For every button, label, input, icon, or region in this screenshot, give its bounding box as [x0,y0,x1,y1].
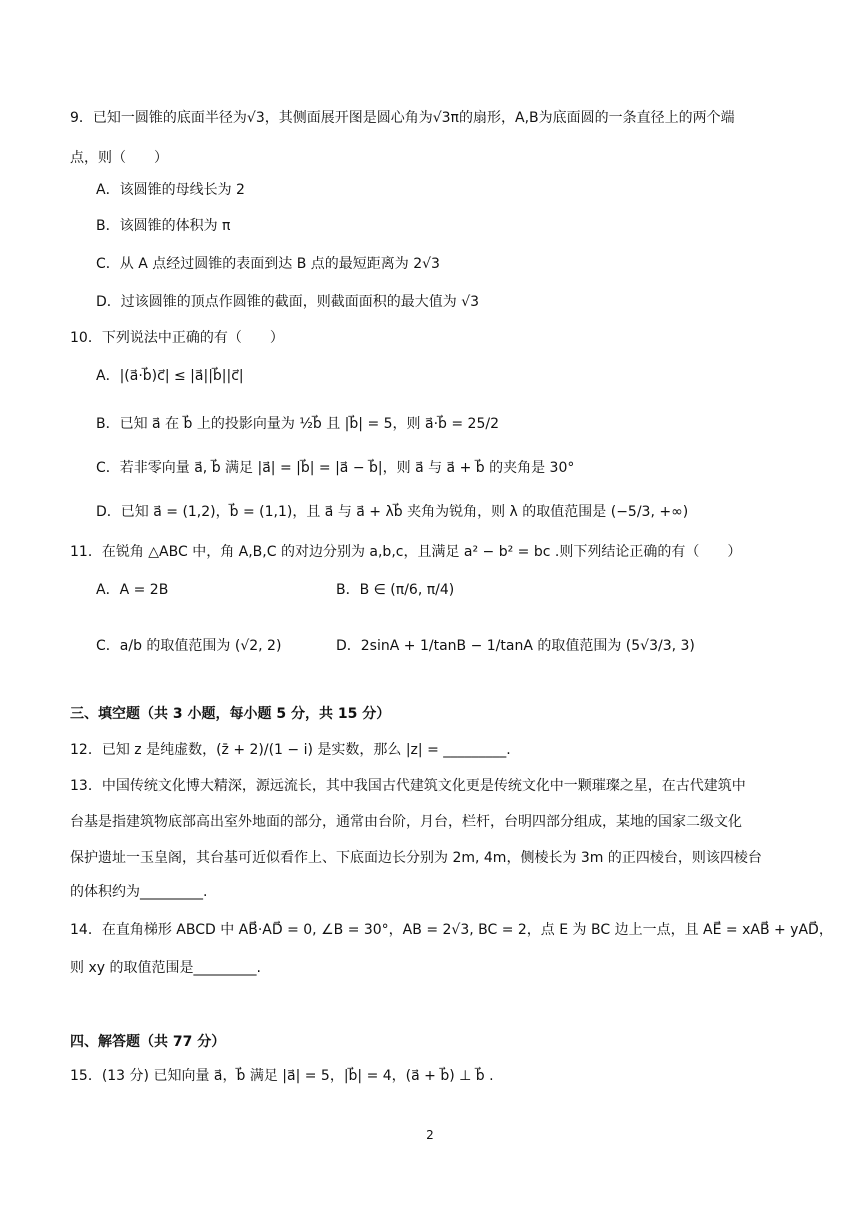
q11-option-a: A．A = 2B [96,582,169,598]
q14-line2: 则 xy 的取值范围是_________. [70,960,261,976]
q9-option-d: D．过该圆锥的顶点作圆锥的截面，则截面面积的最大值为 √3 [96,294,480,310]
q13-line1: 13．中国传统文化博大精深，源远流长，其中我国古代建筑文化更是传统文化中一颗璀璨之星，在古代建筑中 [70,778,746,794]
q13-line2: 台基是指建筑物底部高出室外地面的部分，通常由台阶，月台，栏杆，台明四部分组成，某地的国家二级文化 [70,814,742,830]
section-3-heading: 三、填空题（共 3 小题，每小题 5 分，共 15 分） [70,706,391,722]
q12: 12．已知 z 是纯虚数，(z̄ + 2)/(1 − i) 是实数，那么 |z| = _________. [70,742,511,758]
q10-option-a: A．|(a⃗·b⃗)c⃗| ≤ |a⃗||b⃗||c⃗| [96,368,244,384]
q11-option-b: B．B ∈ (π/6, π/4) [336,582,455,598]
q15: 15．(13 分) 已知向量 a⃗，b⃗ 满足 |a⃗| = 5，|b⃗| = 4，(a⃗ + b⃗) ⊥ b⃗ . [70,1068,494,1084]
q11-stem: 11．在锐角 △ABC 中，角 A,B,C 的对边分别为 a,b,c，且满足 a² − b² = bc .则下列结论正确的有（ ） [70,544,742,560]
q9-option-a: A．该圆锥的母线长为 2 [96,182,245,198]
q9-option-c: C．从 A 点经过圆锥的表面到达 B 点的最短距离为 2√3 [96,256,440,272]
q14-line1: 14．在直角梯形 ABCD 中 AB⃗·AD⃗ = 0, ∠B = 30°，AB = 2√3, BC = 2，点 E 为 BC 边上一点，且 AE⃗ = xAB⃗ + yAD⃗， [70,922,833,938]
q9-stem-line1: 9．已知一圆锥的底面半径为√3，其侧面展开图是圆心角为√3π的扇形，A,B为底面圆的一条直径上的两个端 [70,110,735,126]
page-number: 2 [426,1128,434,1142]
q13-line4: 的体积约为_________. [70,884,208,900]
q9-option-b: B．该圆锥的体积为 π [96,218,231,234]
section-4-heading: 四、解答题（共 77 分） [70,1034,226,1050]
q11-option-d: D．2sinA + 1/tanB − 1/tanA 的取值范围为 (5√3/3, 3) [336,638,695,654]
q10-option-b: B．已知 a⃗ 在 b⃗ 上的投影向量为 ½b⃗ 且 |b⃗| = 5，则 a⃗·b⃗ = 25/2 [96,416,499,432]
q9-stem-line2: 点，则（ ） [70,150,168,166]
q13-line3: 保护遗址一玉皇阁，其台基可近似看作上、下底面边长分别为 2m, 4m，侧棱长为 3m 的正四棱台，则该四棱台 [70,850,762,866]
q10-stem: 10．下列说法中正确的有（ ） [70,330,284,346]
q10-option-d: D．已知 a⃗ = (1,2)，b⃗ = (1,1)，且 a⃗ 与 a⃗ + λb⃗ 夹角为锐角，则 λ 的取值范围是 (−5/3, +∞) [96,504,689,520]
q11-option-c: C．a/b 的取值范围为 (√2, 2) [96,638,282,654]
q10-option-c: C．若非零向量 a⃗, b⃗ 满足 |a⃗| = |b⃗| = |a⃗ − b⃗|，则 a⃗ 与 a⃗ + b⃗ 的夹角是 30° [96,460,575,476]
